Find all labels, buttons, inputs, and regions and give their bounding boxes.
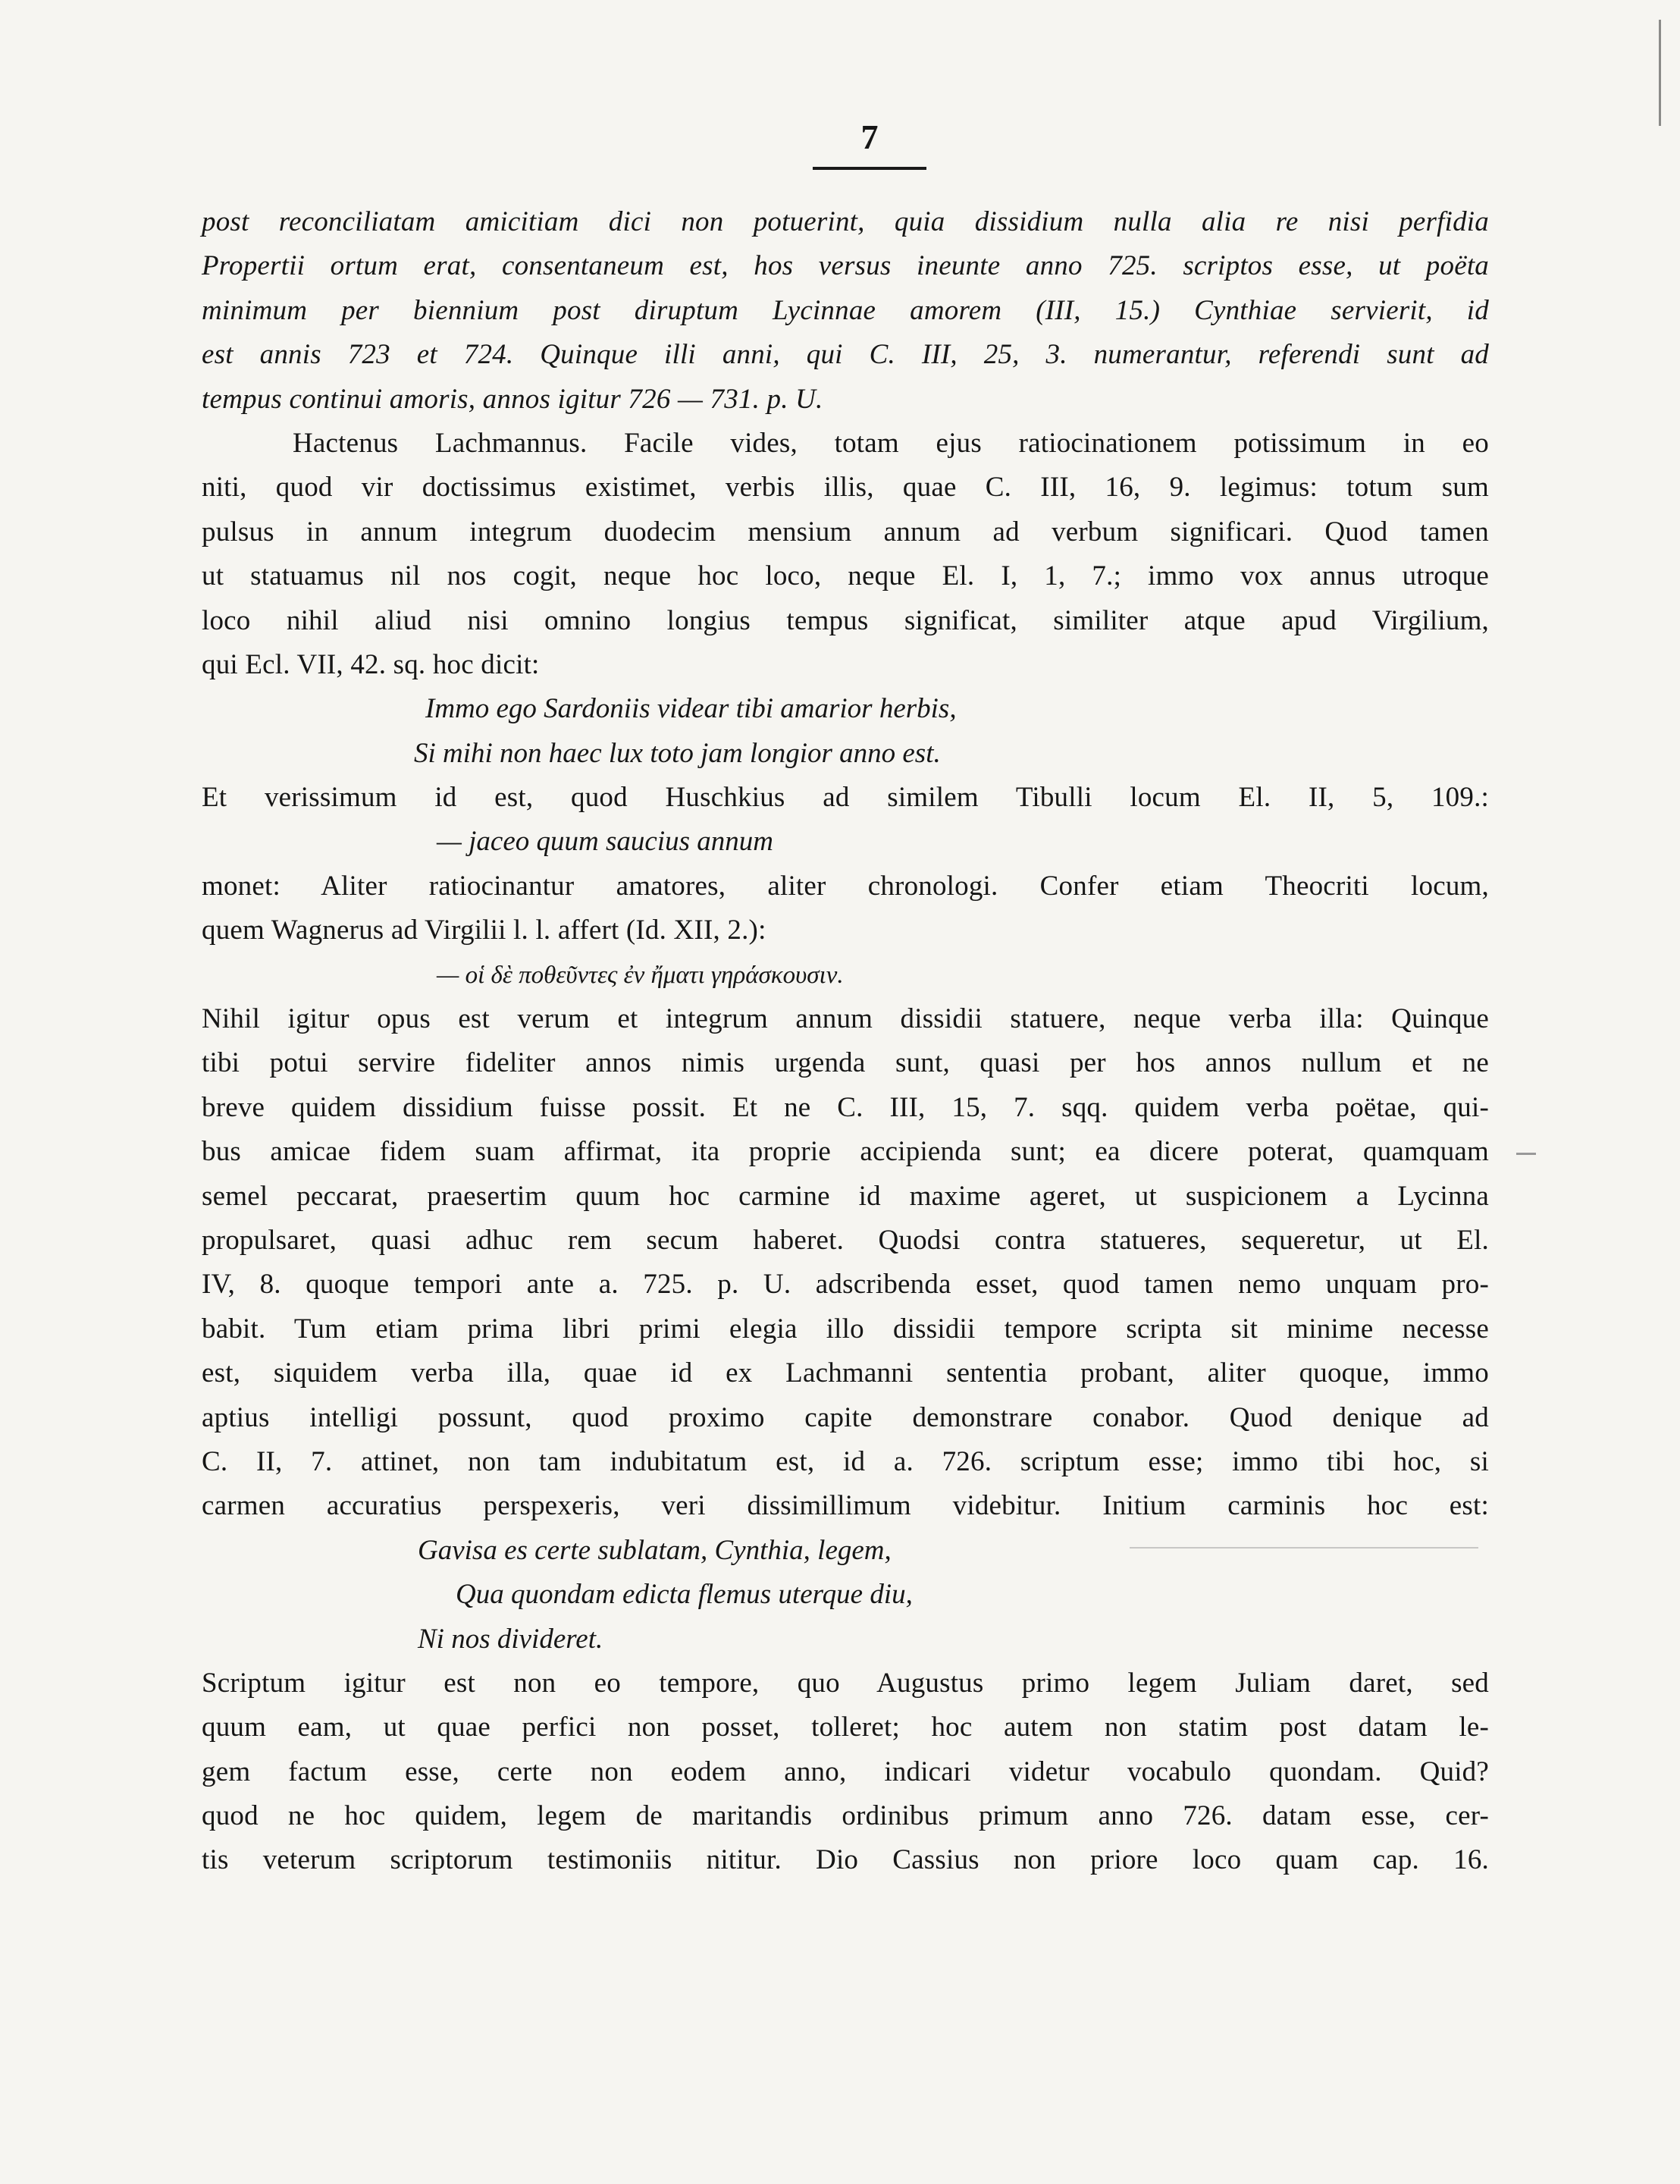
text-line: est annis 723 et 724. Quinque illi anni, qui C. III, 25, 3. numerantur, referendi sunt ad (202, 339, 1489, 371)
text-line: tempus continui amoris, annos igitur 726 — 731. p. U. (202, 383, 823, 415)
verse-line: Ni nos divideret. (418, 1623, 603, 1655)
text-line: aptius intelligi possunt, quod proximo capite demonstrare conabor. Quod denique ad (202, 1401, 1489, 1433)
text-line: C. II, 7. attinet, non tam indubitatum est, id a. 726. scriptum esse; immo tibi hoc, si (202, 1445, 1489, 1477)
text-line: tis veterum scriptorum testimoniis nititur. Dio Cassius non priore loco quam cap. 16. (202, 1844, 1489, 1876)
text-line: Et verissimum id est, quod Huschkius ad similem Tibulli locum El. II, 5, 109.: (202, 782, 1489, 814)
text-line: niti, quod vir doctissimus existimet, verbis illis, quae C. III, 16, 9. legimus: totum sum (202, 472, 1489, 504)
verse-line: — jaceo quum saucius annum (437, 826, 773, 858)
text-line: loco nihil aliud nisi omnino longius tempus significat, similiter atque apud Virgilium, (202, 604, 1489, 636)
margin-mark (1516, 1153, 1536, 1155)
text-line: monet: Aliter ratiocinantur amatores, aliter chronologi. Confer etiam Theocriti locum, (202, 870, 1489, 902)
text-line: post reconciliatam amicitiam dici non potuerint, quia dissidium nulla alia re nisi perfidia (202, 206, 1489, 237)
verse-line: Qua quondam edicta flemus uterque diu, (456, 1579, 913, 1611)
text-line: Nihil igitur opus est verum et integrum annum dissidii statuere, neque verba illa: Quinque (202, 1003, 1489, 1035)
text-line: quum eam, ut quae perfici non posset, tolleret; hoc autem non statim post datam le- (202, 1712, 1489, 1743)
text-line: semel peccarat, praesertim quum hoc carmine id maxime ageret, ut suspicionem a Lycinna (202, 1180, 1489, 1212)
text-line: Hactenus Lachmannus. Facile vides, totam ejus ratiocinationem potissimum in eo (293, 427, 1489, 459)
text-line: pulsus in annum integrum duodecim mensium annum ad verbum significari. Quod tamen (202, 516, 1489, 548)
text-line: bus amicae fidem suam affirmat, ita proprie accipienda sunt; ea dicere poterat, quamquam (202, 1136, 1489, 1168)
text-line: quem Wagnerus ad Virgilii l. l. affert (Id. XII, 2.): (202, 915, 766, 946)
verse-line: Si mihi non haec lux toto jam longior anno est. (414, 737, 941, 769)
text-line: IV, 8. quoque tempori ante a. 725. p. U. adscribenda esset, quod tamen nemo unquam pro- (202, 1269, 1489, 1301)
verse-line: Immo ego Sardoniis videar tibi amarior herbis, (425, 693, 957, 725)
page-edge-shadow (1659, 20, 1661, 126)
text-line: carmen accuratius perspexeris, veri dissimillimum videbitur. Initium carminis hoc est: (202, 1490, 1489, 1522)
text-line: propulsaret, quasi adhuc rem secum haberet. Quodsi contra statueres, sequeretur, ut El. (202, 1224, 1489, 1256)
text-line: Propertii ortum erat, consentaneum est, hos versus ineunte anno 725. scriptos esse, ut poëta (202, 250, 1489, 282)
text-line: gem factum esse, certe non eodem anno, indicari videtur vocabulo quondam. Quid? (202, 1756, 1489, 1787)
text-line: quod ne hoc quidem, legem de maritandis ordinibus primum anno 726. datam esse, cer- (202, 1800, 1489, 1832)
page-number: 7 (813, 114, 926, 170)
text-line: ut statuamus nil nos cogit, neque hoc loco, neque El. I, 1, 7.; immo vox annus utroque (202, 560, 1489, 592)
body-text (202, 200, 1489, 1883)
text-line: babit. Tum etiam prima libri primi elegia illo dissidii tempore scripta sit minime necesse (202, 1313, 1489, 1345)
text-line: Scriptum igitur est non eo tempore, quo Augustus primo legem Juliam daret, sed (202, 1667, 1489, 1699)
verse-line: Gavisa es certe sublatam, Cynthia, legem, (418, 1534, 892, 1566)
text-line: breve quidem dissidium fuisse possit. Et ne C. III, 15, 7. sqq. quidem verba poëtae, qui- (202, 1091, 1489, 1123)
text-line: est, siquidem verba illa, quae id ex Lachmanni sententia probant, aliter quoque, immo (202, 1357, 1489, 1389)
greek-quote: — οἱ δὲ ποθεῦντες ἐν ἤματι γηράσκουσιν. (437, 961, 844, 989)
text-line: qui Ecl. VII, 42. sq. hoc dicit: (202, 648, 540, 680)
text-line: minimum per biennium post diruptum Lycinnae amorem (III, 15.) Cynthiae servierit, id (202, 294, 1489, 326)
text-line: tibi potui servire fideliter annos nimis urgenda sunt, quasi per hos annos nullum et ne (202, 1047, 1489, 1079)
